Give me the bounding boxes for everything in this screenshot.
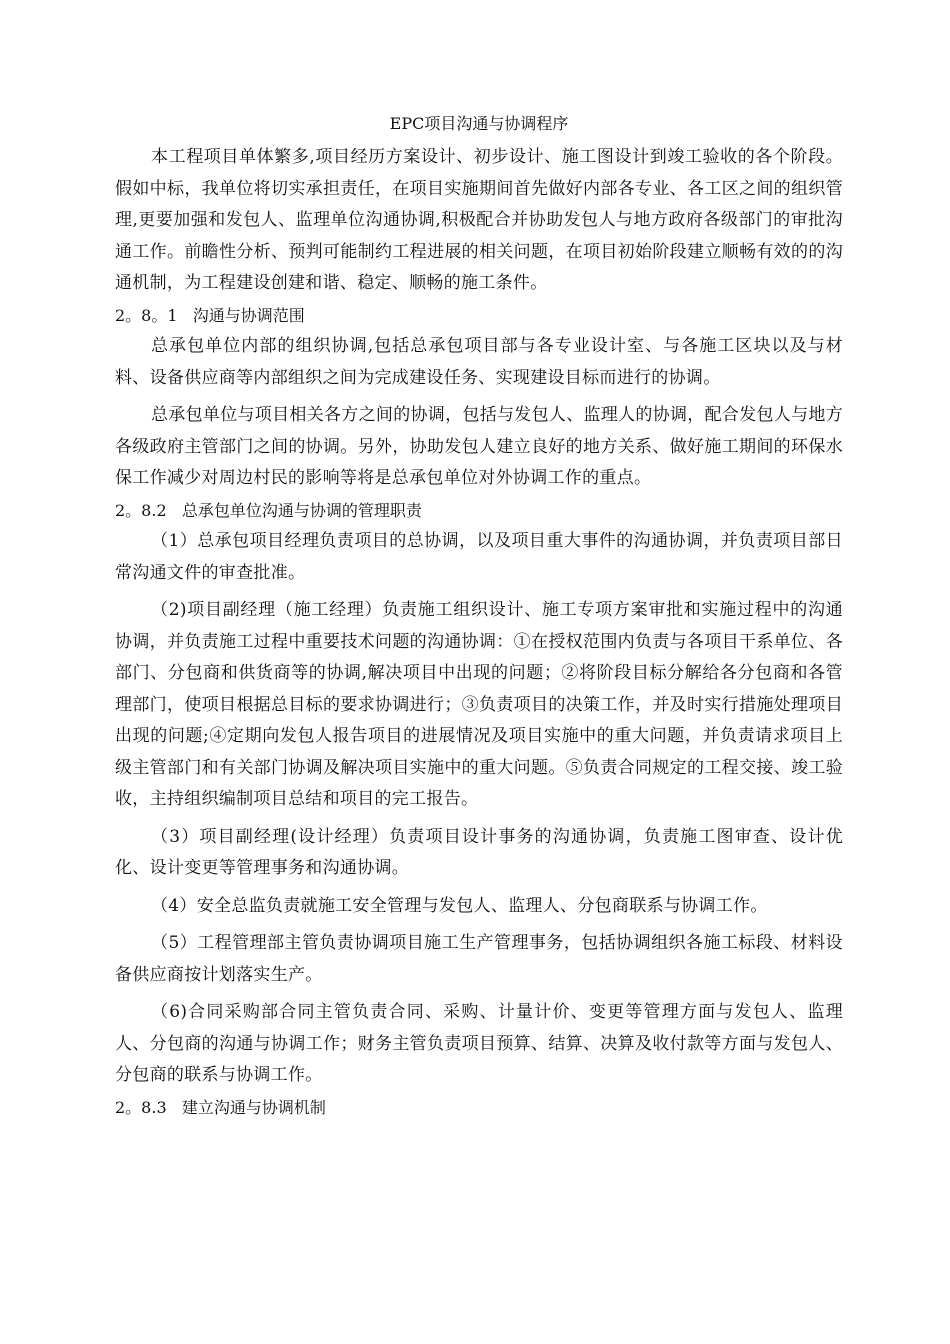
document-title: EPC项目沟通与协调程序 [389,114,569,133]
duty-paragraph-3: （3）项目副经理(设计经理）负责项目设计事务的沟通协调，负责施工图审查、设计优化、设计变更等管理事务和沟通协调。 [115,826,843,878]
duty-paragraph-5: （5）工程管理部主管负责协调项目施工生产管理事务，包括协调组织各施工标段、材料设备供应商按计划落实生产。 [115,933,843,985]
section-heading-2-8-3: 2。8.3 建立沟通与协调机制 [115,1097,326,1117]
intro-paragraph: 本工程项目单体繁多,项目经历方案设计、初步设计、施工图设计到竣工验收的各个阶段。假如中标，我单位将切实承担责任，在项目实施期间首先做好内部各专业、各工区之间的组织管理,更要加强和发包人、监理单位沟通协调,积极配合并协助发包人与地方政府各级部门的审批沟通工作。前瞻性分析、预判可能制约工程进展的相关问题，在项目初始阶段建立顺畅有效的的沟通机制，为工程建设创建和谐、稳定、顺畅的施工条件。 [115,147,843,293]
scope-paragraph-internal: 总承包单位内部的组织协调,包括总承包项目部与各专业设计室、与各施工区块以及与材料、设备供应商等内部组织之间为完成建设任务、实现建设目标而进行的协调。 [115,336,843,388]
section-heading-2-8-1: 2。8。1 沟通与协调范围 [115,305,305,325]
section-heading-2-8-2: 2。8.2 总承包单位沟通与协调的管理职责 [115,500,422,520]
duty-paragraph-1: （1）总承包项目经理负责项目的总协调，以及项目重大事件的沟通协调，并负责项目部日常沟通文件的审查批准。 [115,531,843,583]
scope-paragraph-external: 总承包单位与项目相关各方之间的协调，包括与发包人、监理人的协调，配合发包人与地方各级政府主管部门之间的协调。另外，协助发包人建立良好的地方关系、做好施工期间的环保水保工作减少对周边村民的影响等将是总承包单位对外协调工作的重点。 [115,405,843,488]
duty-paragraph-6: （6)合同采购部合同主管负责合同、采购、计量计价、变更等管理方面与发包人、监理人、分包商的沟通与协调工作；财务主管负责项目预算、结算、决算及收付款等方面与发包人、分包商的联系与协调工作。 [115,1002,843,1085]
document-page [115,112,843,1123]
duty-paragraph-4: （4）安全总监负责就施工安全管理与发包人、监理人、分包商联系与协调工作。 [151,895,768,916]
duty-paragraph-2: （2)项目副经理（施工经理）负责施工组织设计、施工专项方案审批和实施过程中的沟通协调，并负责施工过程中重要技术问题的沟通协调：①在授权范围内负责与各项目干系单位、各部门、分包商和供货商等的协调,解决项目中出现的问题；②将阶段目标分解给各分包商和各管理部门，使项目根据总目标的要求协调进行；③负责项目的决策工作，并及时实行措施处理项目出现的问题;④定期向发包人报告项目的进展情况及项目实施中的重大问题，并负责请求项目上级主管部门和有关部门协调及解决项目实施中的重大问题。⑤负责合同规定的工程交接、竣工验收，主持组织编制项目总结和项目的完工报告。 [115,600,843,809]
